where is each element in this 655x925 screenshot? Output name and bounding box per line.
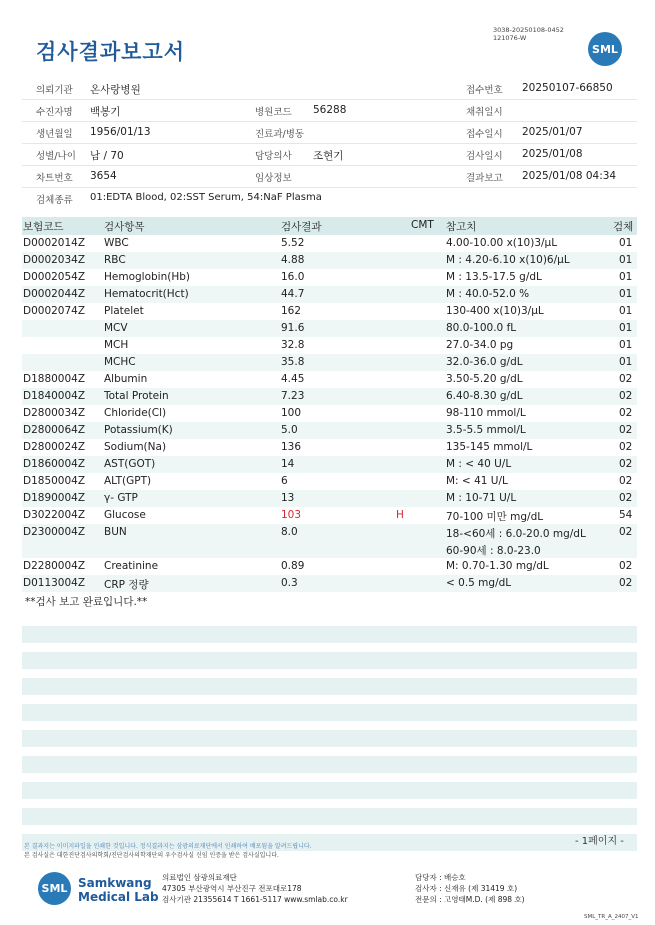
reference-range: M : 4.20-6.10 x(10)6/μL (446, 254, 570, 266)
staff-info: 담당자 : 배승호 검사자 : 신재유 (제 31419 호) 전문의 : 고영태M.D. (제 898 호) (415, 873, 525, 904)
specimen-code: 01 (619, 254, 633, 266)
reference-range: M : 40.0-52.0 % (446, 288, 530, 300)
info-row: 생년월일 1956/01/13 진료과/병동 접수일시 2025/01/07 (22, 122, 637, 144)
results-table (22, 217, 637, 609)
test-item: AST(GOT) (104, 458, 156, 470)
insurance-code: D0002054Z (23, 271, 86, 283)
specimen-code: 02 (619, 373, 633, 385)
test-item: ALT(GPT) (104, 475, 152, 487)
form-version: SML_TR_A_2407_V1 (584, 914, 639, 920)
hospital-code: 56288 (313, 104, 347, 116)
test-item: CRP 정량 (104, 579, 149, 591)
info-row: 수진자명 백봉기 병원코드 56288 채취일시 (22, 100, 637, 122)
empty-row (22, 678, 637, 695)
test-item: γ- GTP (104, 492, 138, 504)
hospital: 온사랑병원 (90, 84, 141, 96)
table-row (22, 422, 637, 439)
reference-range: 18-<60세 : 6.0-20.0 mg/dL (446, 528, 586, 540)
receipt-no: 20250107-66850 (522, 82, 613, 94)
page-number: - 1페이지 - (575, 836, 624, 847)
reference-range: 4.00-10.00 x(10)3/μL (446, 237, 558, 249)
insurance-code: D0113004Z (23, 577, 86, 589)
insurance-code: D0002044Z (23, 288, 86, 300)
insurance-code: D1860004Z (23, 458, 86, 470)
specimen-code: 02 (619, 492, 633, 504)
specimen-types: 01:EDTA Blood, 02:SST Serum, 54:NaF Plasma (90, 192, 322, 203)
test-date: 2025/01/08 (522, 148, 583, 160)
test-result: 32.8 (281, 339, 305, 351)
table-row (22, 405, 637, 422)
test-item: MCHC (104, 356, 136, 368)
reference-range: M: 0.70-1.30 mg/dL (446, 560, 549, 572)
specimen-code: 01 (619, 271, 633, 283)
test-item: MCH (104, 339, 129, 351)
specimen-code: 02 (619, 441, 633, 453)
specimen-code: 01 (619, 339, 633, 351)
page-title: 검사결과보고서 (36, 40, 186, 64)
specimen-code: 01 (619, 305, 633, 317)
patient-name: 백봉기 (90, 106, 121, 118)
test-item: MCV (104, 322, 128, 334)
report-date: 2025/01/08 04:34 (522, 170, 617, 182)
empty-row (22, 652, 637, 669)
table-row (22, 252, 637, 269)
test-result: 0.3 (281, 577, 298, 589)
patient-info (22, 78, 637, 209)
test-result: 13 (281, 492, 295, 504)
specimen-code: 01 (619, 322, 633, 334)
table-row (22, 337, 637, 354)
test-item: Platelet (104, 305, 144, 317)
specimen-code: 02 (619, 390, 633, 402)
test-result: 14 (281, 458, 295, 470)
reference-range: 6.40-8.30 g/dL (446, 390, 523, 402)
reference-range: 32.0-36.0 g/dL (446, 356, 523, 368)
comment-flag: H (396, 509, 404, 521)
test-item: Albumin (104, 373, 148, 385)
reference-range: 130-400 x(10)3/μL (446, 305, 544, 317)
reference-range: 98-110 mmol/L (446, 407, 526, 419)
insurance-code: D0002034Z (23, 254, 86, 266)
test-result: 5.52 (281, 237, 305, 249)
specimen-code: 02 (619, 577, 633, 589)
test-item: Potassium(K) (104, 424, 173, 436)
table-row (22, 558, 637, 575)
test-item: Hemoglobin(Hb) (104, 271, 191, 283)
doctor: 조현기 (313, 150, 344, 162)
test-result: 103 (281, 509, 302, 521)
insurance-code: D2800024Z (23, 441, 86, 453)
test-result: 16.0 (281, 271, 305, 283)
reference-range: 80.0-100.0 fL (446, 322, 517, 334)
specimen-code: 02 (619, 407, 633, 419)
insurance-code: D2800064Z (23, 424, 86, 436)
empty-row (22, 730, 637, 747)
info-row: 의뢰기관 온사랑병원 접수번호 20250107-66850 (22, 78, 637, 100)
test-result: 136 (281, 441, 302, 453)
table-row (22, 439, 637, 456)
test-result: 6 (281, 475, 288, 487)
insurance-code: D1890004Z (23, 492, 86, 504)
test-item: RBC (104, 254, 126, 266)
specimen-code: 02 (619, 560, 633, 572)
insurance-code: D2300004Z (23, 526, 86, 538)
empty-row (22, 782, 637, 799)
reference-range: 135-145 mmol/L (446, 441, 533, 453)
table-row (22, 388, 637, 405)
table-body (22, 235, 637, 592)
test-result: 5.0 (281, 424, 298, 436)
table-row (22, 473, 637, 490)
test-result: 35.8 (281, 356, 305, 368)
empty-row (22, 756, 637, 773)
table-row (22, 286, 637, 303)
chart-no: 3654 (90, 170, 117, 182)
table-row (22, 371, 637, 388)
specimen-code: 02 (619, 475, 633, 487)
test-item: Total Protein (104, 390, 169, 402)
table-row (22, 456, 637, 473)
test-item: Creatinine (104, 560, 159, 572)
specimen-code: 02 (619, 458, 633, 470)
table-row (22, 490, 637, 507)
empty-row (22, 808, 637, 825)
test-result: 0.89 (281, 560, 305, 572)
notice-image: 본 결과지는 이미지파일을 인쇄한 것입니다. 정식결과지는 삼광의료재단에서 인쇄하여 배포됨을 알려드립니다. (24, 843, 312, 850)
table-row (22, 269, 637, 286)
info-row: 성별/나이 남 / 70 담당의사 조현기 검사일시 2025/01/08 (22, 144, 637, 166)
info-row: 검체종류 01:EDTA Blood, 02:SST Serum, 54:NaF Plasma (36, 192, 322, 206)
reference-range: < 0.5 mg/dL (446, 577, 512, 589)
org-address: 의료법인 삼광의료재단 47305 부산광역시 부산진구 전포대로178 검사기관 21355614 T 1661-5117 www.smlab.co.kr (162, 873, 348, 904)
test-result: 4.88 (281, 254, 305, 266)
specimen-code: 02 (619, 526, 633, 538)
sml-logo: SML (588, 32, 622, 66)
test-item: WBC (104, 237, 129, 249)
completion-text: **검사 보고 완료입니다.** (25, 596, 148, 608)
insurance-code: D1850004Z (23, 475, 86, 487)
reference-range: M : < 40 U/L (446, 458, 512, 470)
document-code: 3038-20250108-0452 121076-W (493, 26, 564, 42)
empty-row (22, 626, 637, 643)
table-row (22, 575, 637, 592)
insurance-code: D0002014Z (23, 237, 86, 249)
insurance-code: D2800034Z (23, 407, 86, 419)
insurance-code: D3022004Z (23, 509, 86, 521)
table-row (22, 303, 637, 320)
test-item: Glucose (104, 509, 146, 521)
test-item: Sodium(Na) (104, 441, 167, 453)
reference-range: 3.50-5.20 g/dL (446, 373, 523, 385)
reference-range-2: 60-90세 : 8.0-23.0 (446, 545, 541, 557)
test-result: 7.23 (281, 390, 305, 402)
test-result: 44.7 (281, 288, 305, 300)
receipt-date: 2025/01/07 (522, 126, 583, 138)
specimen-code: 01 (619, 356, 633, 368)
table-row (22, 320, 637, 337)
test-result: 162 (281, 305, 302, 317)
insurance-code: D1840004Z (23, 390, 86, 402)
specimen-code: 01 (619, 288, 633, 300)
insurance-code: D1880004Z (23, 373, 86, 385)
specimen-code: 54 (619, 509, 633, 521)
table-row (22, 507, 637, 524)
reference-range: 27.0-34.0 pg (446, 339, 514, 351)
org-name: Samkwang Medical Lab (78, 876, 159, 904)
insurance-code: D2280004Z (23, 560, 86, 572)
reference-range: M : 13.5-17.5 g/dL (446, 271, 542, 283)
specimen-code: 02 (619, 424, 633, 436)
reference-range: 3.5-5.5 mmol/L (446, 424, 526, 436)
table-header: 보험코드 검사항목 검사결과 CMT 참고치 검체 (22, 217, 637, 235)
table-row (22, 524, 637, 558)
birth-date: 1956/01/13 (90, 126, 151, 138)
reference-range: M: < 41 U/L (446, 475, 508, 487)
test-item: Chloride(Cl) (104, 407, 167, 419)
test-result: 8.0 (281, 526, 298, 538)
sex-age: 남 / 70 (90, 150, 124, 162)
test-result: 100 (281, 407, 302, 419)
footer-logo: SML (38, 872, 71, 905)
table-row (22, 235, 637, 252)
test-result: 91.6 (281, 322, 305, 334)
insurance-code: D0002074Z (23, 305, 86, 317)
specimen-code: 01 (619, 237, 633, 249)
reference-range: 70-100 미만 mg/dL (446, 511, 544, 523)
empty-row (22, 704, 637, 721)
test-item: BUN (104, 526, 127, 538)
info-row: 차트번호 3654 임상정보 결과보고 2025/01/08 04:34 (22, 166, 637, 188)
completion-row (22, 592, 637, 609)
test-item: Hematocrit(Hct) (104, 288, 189, 300)
table-row (22, 354, 637, 371)
test-result: 4.45 (281, 373, 305, 385)
notice-certified: 본 검사실은 대한진단검사의학회/진단검사의학재단의 우수검사실 신임 인증을 받은 검사실입니다. (24, 852, 279, 859)
reference-range: M : 10-71 U/L (446, 492, 517, 504)
